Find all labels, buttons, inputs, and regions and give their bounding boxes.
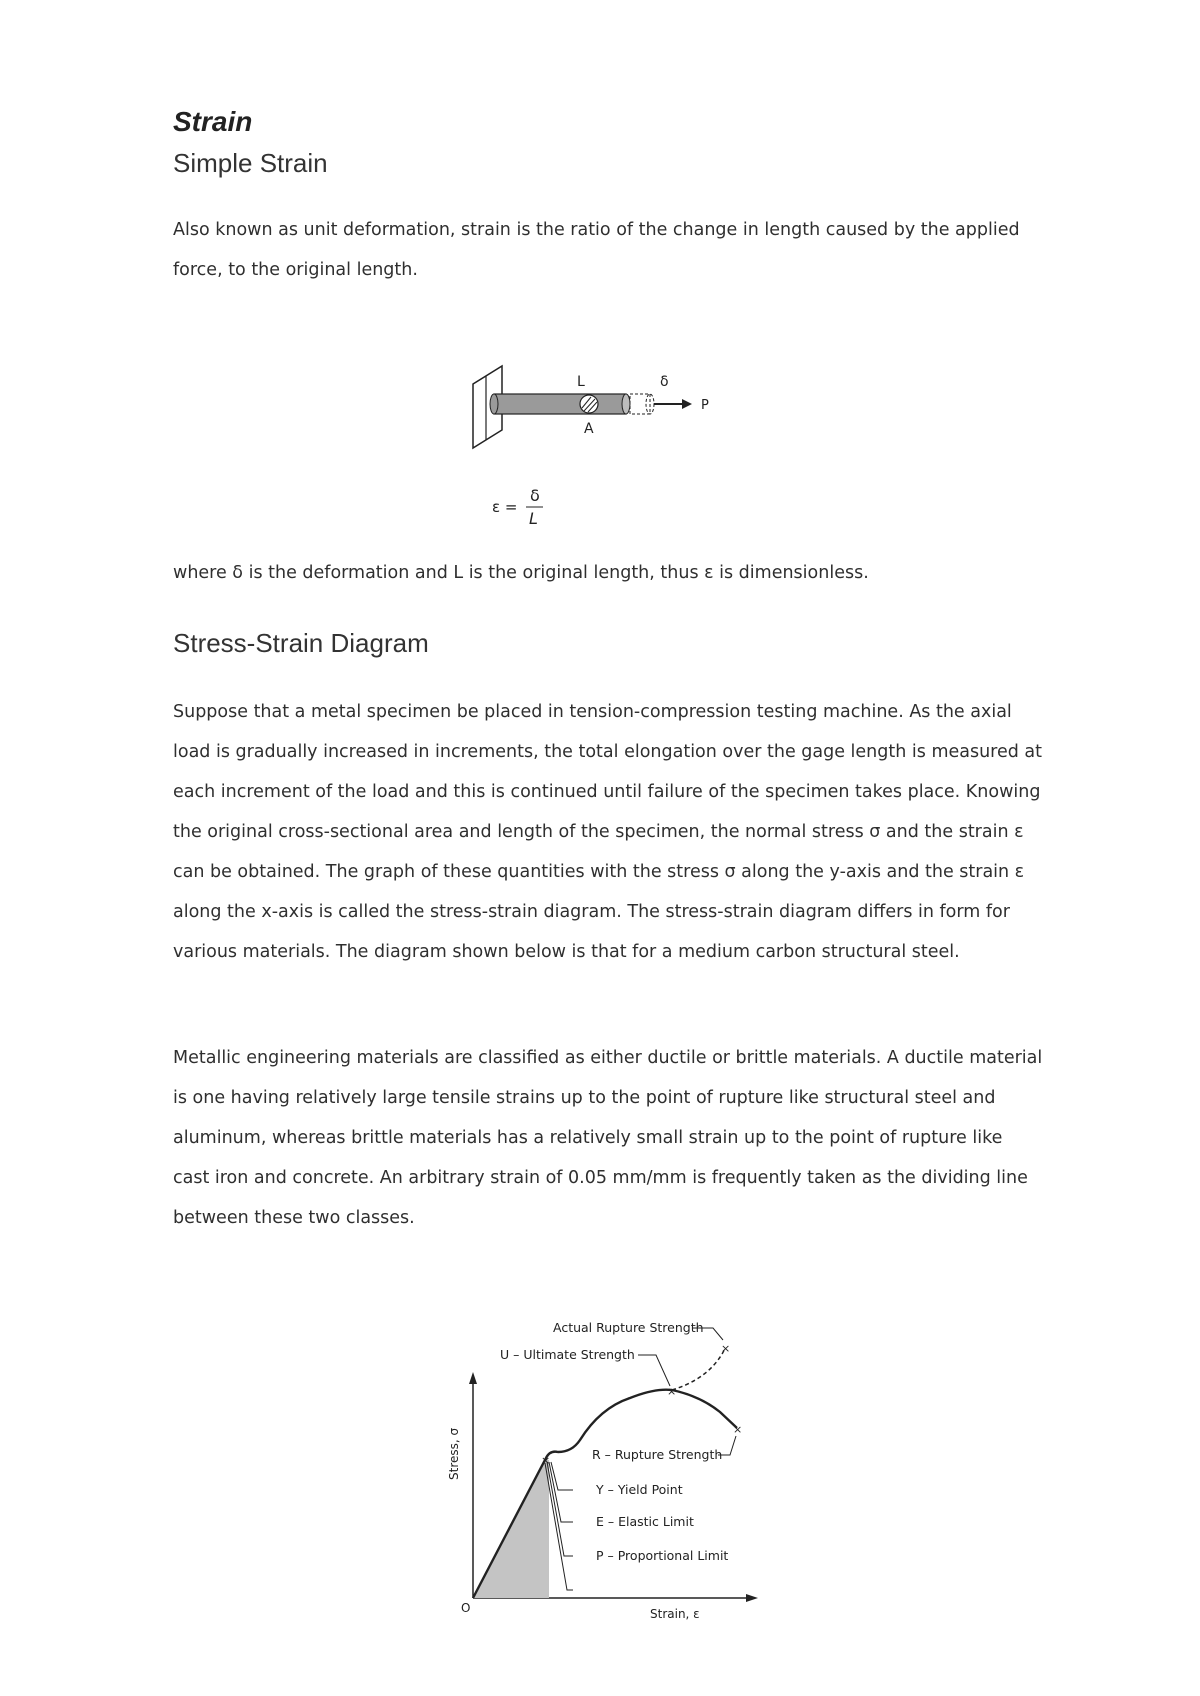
strain-formula [480, 480, 580, 540]
simple-strain-heading: Simple Strain [173, 148, 328, 178]
force-arrow-head [682, 399, 692, 409]
label-A: A [584, 421, 594, 437]
label-yield: Y – Yield Point [596, 1482, 683, 1497]
svg-text:×: × [733, 1423, 743, 1436]
y-axis-label: Stress, σ [447, 1427, 461, 1480]
svg-text:×: × [721, 1342, 731, 1355]
formula-numerator: δ [530, 486, 540, 505]
axial-bar-figure [470, 360, 750, 460]
rod [494, 394, 626, 414]
label-L: L [577, 374, 585, 390]
label-actual-rupture: Actual Rupture Strength [553, 1320, 704, 1335]
stress-strain-diagram [430, 1300, 790, 1630]
label-delta: δ [660, 374, 669, 390]
page-title: Strain [173, 106, 253, 137]
stress-strain-heading: Stress-Strain Diagram [173, 628, 429, 658]
simple-strain-paragraph: Also known as unit deformation, strain is the ratio of the change in length caused by the applied force, to the original length. [173, 220, 1020, 280]
stress-strain-paragraph-2: Metallic engineering materials are classified as either ductile or brittle materials. A ductile material is one having relatively large tensile strains up to the point of rupture like structural steel and aluminum, whereas brittle materials has a relatively small strain up to the point of rupture like cast iron and concrete. An arbitrary strain of 0.05 mm/mm is frequently taken as the dividing line between these two classes. [173, 1048, 1043, 1228]
label-ultimate: U – Ultimate Strength [500, 1347, 635, 1362]
label-proportional: P – Proportional Limit [596, 1548, 729, 1563]
svg-text:×: × [667, 1385, 677, 1398]
formula-denominator: L [529, 509, 538, 528]
formula-lhs: ε = [492, 498, 518, 516]
label-rupture: R – Rupture Strength [592, 1447, 723, 1462]
label-elastic: E – Elastic Limit [596, 1514, 694, 1529]
where-paragraph: where δ is the deformation and L is the original length, thus ε is dimensionless. [173, 563, 869, 583]
actual-rupture-curve [672, 1348, 725, 1390]
svg-text:×: × [541, 1454, 551, 1467]
x-axis-label: Strain, ε [650, 1607, 700, 1621]
stress-strain-paragraph-1: Suppose that a metal specimen be placed in tension-compression testing machine. As the axial load is gradually increased in increments, the total elongation over the gage length is measured at each increment of the load and this is continued until failure of the specimen takes place. Knowing the original cross-sectional area and length of the specimen, the normal stress σ and the strain ε can be obtained. The graph of these quantities with the stress σ along the y-axis and the strain ε along the x-axis is called the stress-strain diagram. The stress-strain diagram differs in form for various materials. The diagram shown below is that for a medium carbon structural steel. [173, 702, 1043, 962]
label-P: P [701, 398, 709, 413]
origin-label: O [461, 1601, 471, 1615]
